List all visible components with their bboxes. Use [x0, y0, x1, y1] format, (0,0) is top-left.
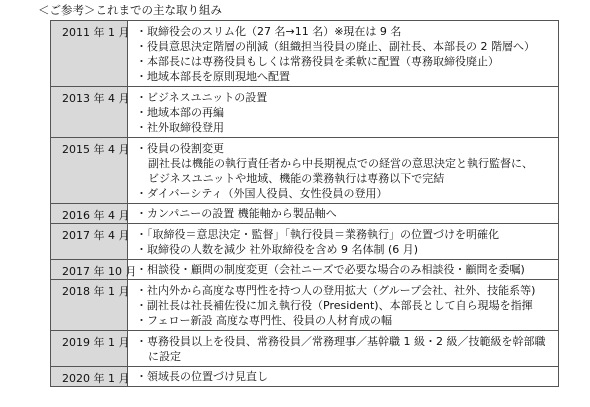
initiatives-cell	[128, 87, 559, 138]
table-row	[51, 21, 559, 87]
initiatives-cell	[128, 331, 559, 367]
table-row	[51, 280, 559, 331]
initiatives-table	[50, 20, 559, 387]
initiative-item: ・ビジネスユニットの設置	[136, 91, 268, 104]
initiative-item: ・副社長は社長補佐役に加え執行役（President)、本部長として自ら現場を指揮	[136, 299, 533, 312]
initiatives-cell	[128, 280, 559, 331]
initiatives-cell	[128, 260, 559, 280]
initiative-item: ・地域本部長を原則現地へ配置	[136, 70, 290, 83]
initiative-item: ・取締役の人数を減少 社外取締役を含め 9 名体制 (6 月)	[136, 243, 419, 256]
initiative-item: ・ダイバーシティ（外国人役員、女性役員の登用）	[136, 187, 388, 200]
section-caption: ＜ご参考＞これまでの主な取り組み	[38, 3, 222, 17]
initiatives-cell	[128, 367, 559, 387]
initiative-item: ・取締役会のスリム化（27 名→11 名）※現在は 9 名	[136, 25, 402, 38]
table-row	[51, 204, 559, 224]
date-cell: 2016 年 4 月	[51, 204, 128, 224]
date-cell: 2017 年 10 月	[51, 260, 128, 280]
initiative-item: ・カンパニーの設置 機能軸から製品軸へ	[136, 207, 337, 220]
initiative-item: ビジネスユニットや地域、機能の業務執行は専務以下で完結	[148, 172, 445, 185]
initiative-item: ・役員の役割変更	[136, 142, 224, 155]
initiatives-cell	[128, 138, 559, 204]
initiatives-cell	[128, 21, 559, 87]
initiative-item: ・相談役・顧問の制度変更（会社ニーズで必要な場合のみ相談役・顧問を委嘱)	[136, 263, 525, 276]
initiative-item: ・社内外から高度な専門性を持つ人の登用拡大（グループ会社、社外、技能系等)	[136, 284, 536, 297]
initiative-item: に設定	[148, 350, 181, 363]
date-cell: 2018 年 1 月	[51, 280, 128, 331]
date-cell: 2013 年 4 月	[51, 87, 128, 138]
date-cell: 2020 年 1 月	[51, 367, 128, 387]
table-row	[51, 367, 559, 387]
table-row	[51, 138, 559, 204]
date-cell: 2017 年 4 月	[51, 224, 128, 260]
initiative-item: ・社外取締役登用	[136, 121, 224, 134]
initiative-item: ・領域長の位置づけ見直し	[136, 370, 268, 383]
initiatives-table-body	[51, 21, 559, 387]
initiatives-cell	[128, 224, 559, 260]
table-row	[51, 260, 559, 280]
initiative-item: ・専務役員以上を役員、常務役員／常務理事／基幹職 1 級・2 級／技範級を幹部職	[136, 335, 546, 348]
date-cell: 2015 年 4 月	[51, 138, 128, 204]
table-row	[51, 331, 559, 367]
initiative-item: 副社長は機能の執行責任者から中長期視点での経営の意思決定と執行監督に、	[148, 157, 533, 170]
date-cell: 2011 年 1 月	[51, 21, 128, 87]
table-row	[51, 224, 559, 260]
initiative-item: ・フェロー新設 高度な専門性、役員の人材育成の幅	[136, 314, 392, 327]
date-cell: 2019 年 1 月	[51, 331, 128, 367]
initiative-item: ・「取締役＝意思決定・監督」「執行役員＝業務執行」の位置づけを明確化	[136, 228, 499, 241]
table-row	[51, 87, 559, 138]
initiatives-cell	[128, 204, 559, 224]
initiative-item: ・本部長には専務役員もしくは常務役員を柔軟に配置（専務取締役廃止）	[136, 55, 499, 68]
initiative-item: ・役員意思決定階層の削減（組織担当役員の廃止、副社長、本部長の 2 階層へ）	[136, 40, 535, 53]
initiative-item: ・地域本部の再編	[136, 106, 224, 119]
